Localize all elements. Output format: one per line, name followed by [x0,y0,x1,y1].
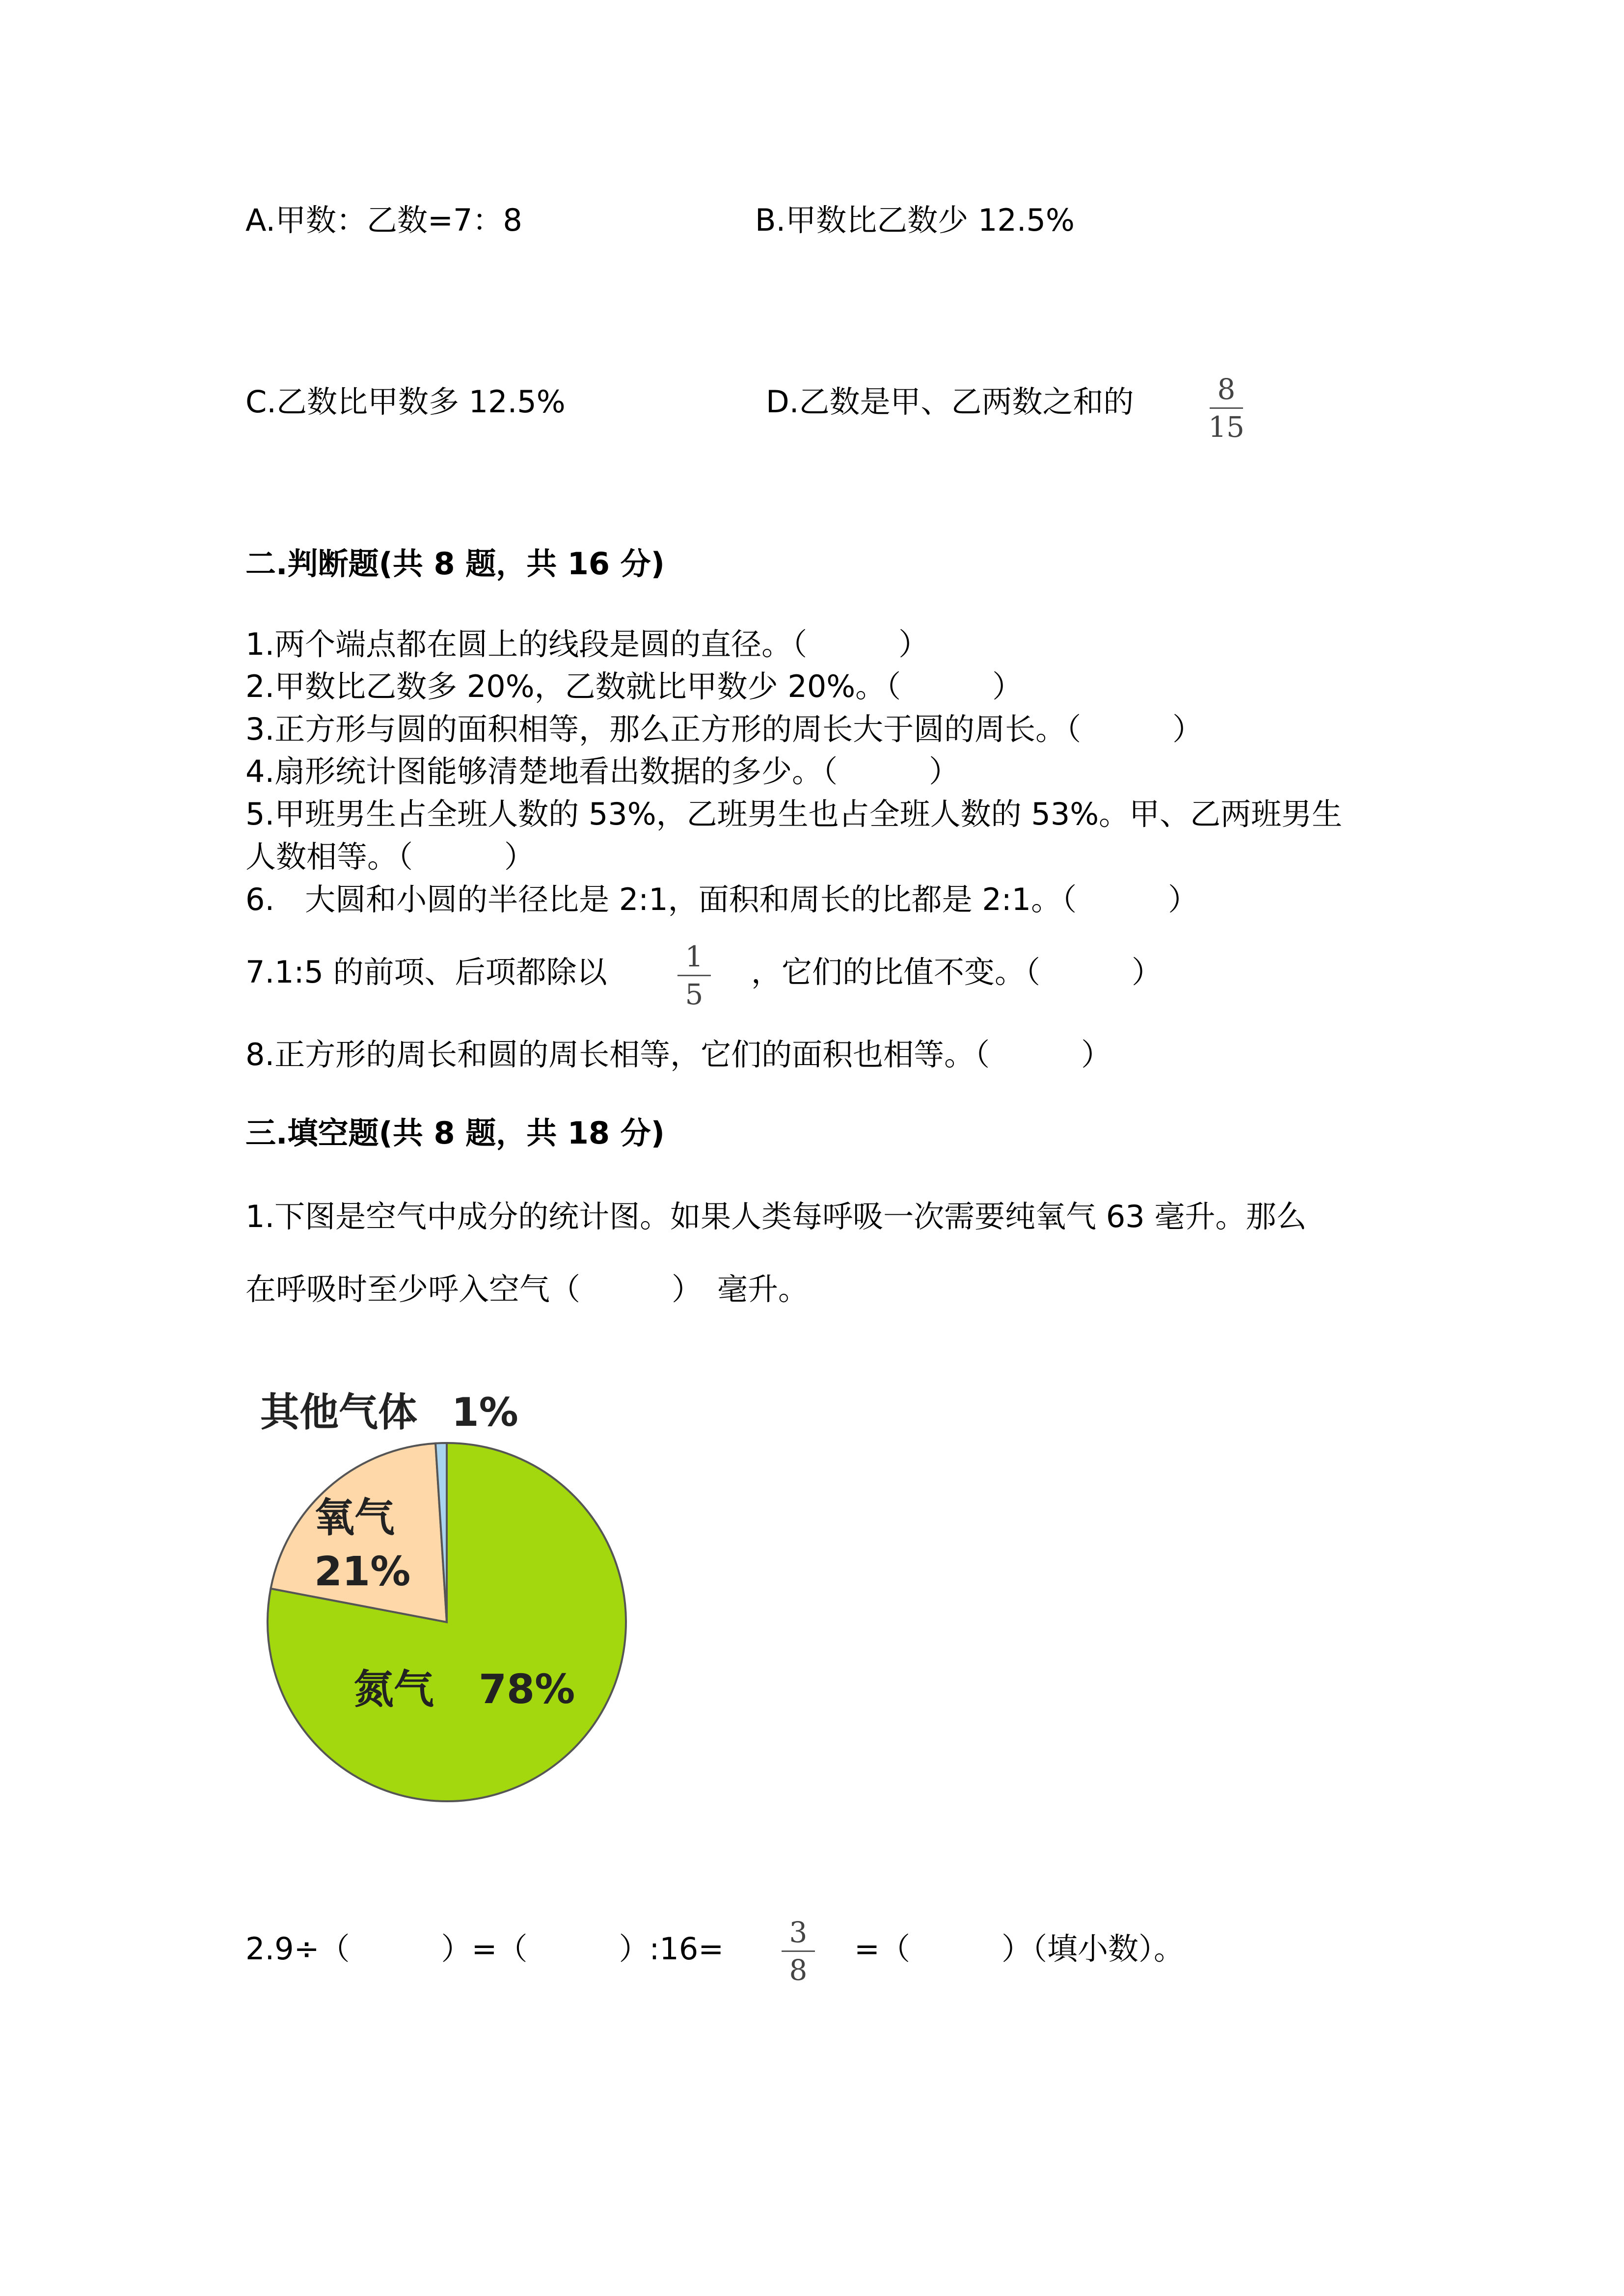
fraction-numerator: 3 [789,1916,808,1949]
slice-label-oxygen: 氧气 [314,1495,395,1541]
fill-q2-end: =（ ）（填小数）。 [854,1931,1184,1967]
choice-a: A.甲数：乙数=7：8 [245,202,522,238]
judge-item-1: 1.两个端点都在圆上的线段是圆的直径。（ ） [245,626,929,662]
fraction-1-5 [675,942,714,1009]
judge-item-5-cont: 人数相等。（ ） [245,839,535,875]
choice-b: B.甲数比乙数少 12.5% [755,202,1075,238]
fraction-numerator: 1 [685,940,704,973]
section2-title: 二.判断题(共 8 题，共 16 分) [245,546,665,582]
air-composition-pie-chart [255,1369,648,1806]
judge-item-7-end: ，它们的比值不变。（ ） [751,954,1163,990]
fraction-8-15 [1207,373,1246,444]
fraction-denominator: 8 [789,1953,808,1987]
choice-c: C.乙数比甲数多 12.5% [245,384,566,420]
judge-item-6: 6. 大圆和小圆的半径比是 2:1，面积和周长的比都是 2:1。（ ） [245,881,1199,917]
judge-item-3: 3.正方形与圆的面积相等，那么正方形的周长大于圆的周长。（ ） [245,711,1203,747]
slice-value-nitrogen: 78% [479,1666,575,1713]
slice-label-nitrogen: 氮气 [353,1666,434,1713]
judge-item-4: 4.扇形统计图能够清楚地看出数据的多少。（ ） [245,753,960,789]
fraction-numerator: 8 [1217,373,1236,406]
fill-q2-start: 2.9÷（ ）=（ ）:16= [245,1931,724,1967]
fraction-bar [1210,407,1243,409]
judge-item-7-start: 7.1:5 的前项、后项都除以 [245,954,607,990]
fill-q1-line1: 1.下图是空气中成分的统计图。如果人类每呼吸一次需要纯氧气 63 毫升。那么 [245,1199,1307,1234]
slice-label-other: 其他气体 [260,1389,417,1435]
fraction-denominator: 15 [1208,410,1245,444]
slice-value-other: 1% [452,1389,518,1435]
judge-item-8: 8.正方形的周长和圆的周长相等，它们的面积也相等。（ ） [245,1037,1112,1072]
choice-d: D.乙数是甲、乙两数之和的 [766,384,1134,420]
section3-title: 三.填空题(共 8 题，共 18 分) [245,1115,665,1151]
fill-q1-line2: 在呼吸时至少呼入空气（ ） 毫升。 [245,1271,809,1307]
slice-value-oxygen: 21% [314,1548,411,1595]
fraction-3-8 [779,1916,818,1987]
judge-item-5: 5.甲班男生占全班人数的 53%，乙班男生也占全班人数的 53%。甲、乙两班男生 [245,796,1343,832]
fraction-bar [677,975,711,976]
fraction-denominator: 5 [685,978,704,1011]
fraction-bar [782,1950,815,1952]
judge-item-2: 2.甲数比乙数多 20%，乙数就比甲数少 20%。（ ） [245,668,1023,704]
